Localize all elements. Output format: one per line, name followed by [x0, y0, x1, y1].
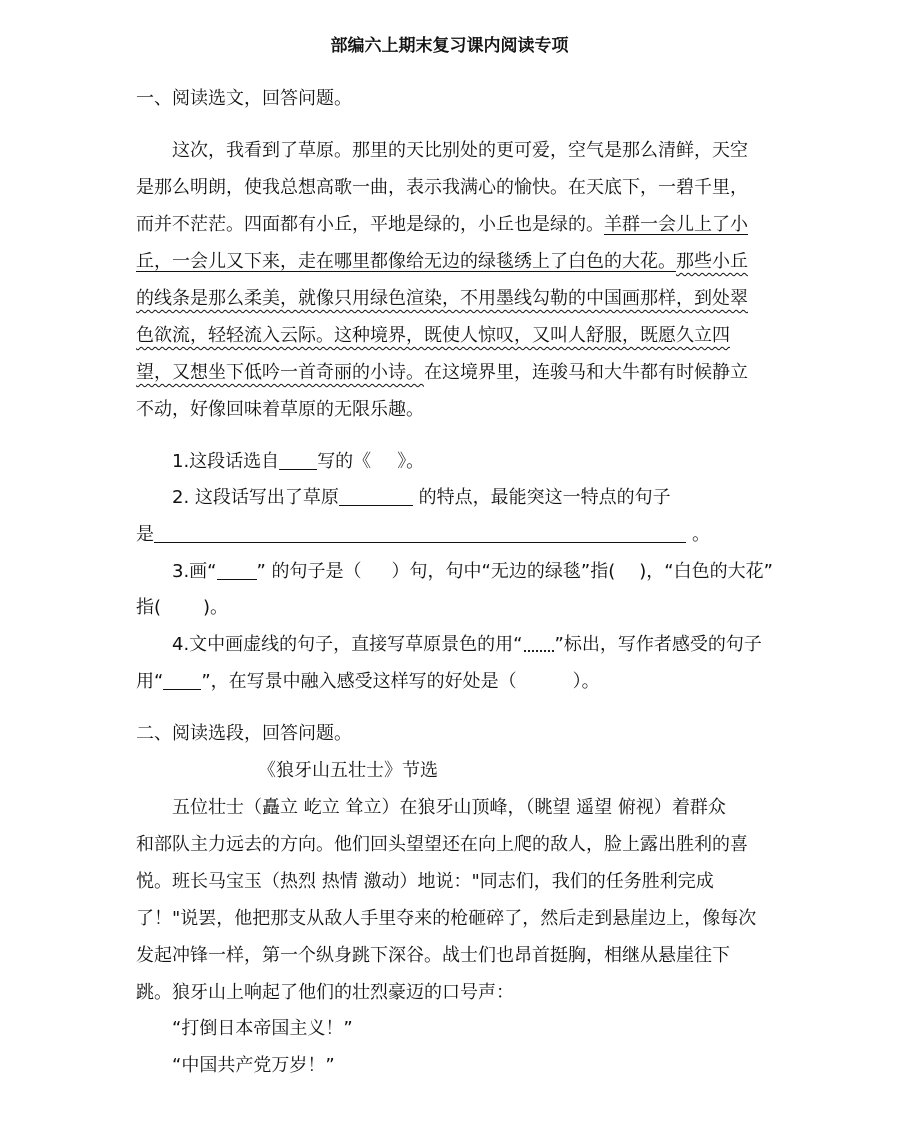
- underline-sample: [163, 671, 201, 690]
- passage2-line-3: 悦。班长马宝玉（热烈 热情 激动）地说："同志们，我们的任务胜利完成: [136, 871, 714, 892]
- passage1-line-7: 望，又想坐下低吟一首奇丽的小诗。在这境界里，连骏马和大牛都有时候静立: [136, 362, 748, 383]
- question-1: 1.这段话选自 写的《 》。: [172, 451, 425, 472]
- passage1-line-5: [136, 287, 748, 311]
- underline-sample: [217, 561, 257, 580]
- passage2-line-2: 和部队主力远去的方向。他们回头望望还在向上爬的敌人，脸上露出胜利的喜: [136, 834, 748, 855]
- section1-heading: 一、阅读选文，回答问题。: [136, 88, 352, 109]
- dotted-underlined-sentence: 色欲流，轻轻流入云际。这种境界，既使人惊叹，又叫人舒服，既愿久立四: [136, 325, 730, 346]
- page-title: 部编六上期末复习课内阅读专项: [330, 36, 569, 56]
- passage2-line-4: 了！"说罢，他把那支从敌人手里夺来的枪砸碎了，然后走到悬崖边上，像每次: [136, 908, 757, 929]
- answer-blank[interactable]: [154, 524, 686, 543]
- passage1-line-6: [136, 324, 730, 348]
- question-4: 4.文中画虚线的句子，直接写草原景色的用“ ”标出，写作者感受的句子: [172, 634, 762, 655]
- answer-blank[interactable]: [339, 487, 413, 506]
- passage1-line-1: 这次，我看到了草原。那里的天比别处的更可爱，空气是那么清鲜，天空: [172, 140, 748, 161]
- underlined-sentence: 丘，一会儿又下来，走在哪里都像给无边的绿毯绣上了白色的大花。: [136, 251, 676, 272]
- slogan-1: “打倒日本帝国主义！”: [172, 1018, 353, 1039]
- question-2-continued: 是 。: [136, 524, 710, 545]
- question-4-continued: 用“ ”，在写景中融入感受这样写的好处是（ ）。: [136, 671, 600, 692]
- answer-blank[interactable]: [279, 451, 317, 470]
- passage2-line-1: 五位壮士（矗立 屹立 耸立）在狼牙山顶峰，（眺望 遥望 俯视）着群众: [172, 797, 726, 818]
- question-3: 3.画“ ” 的句子是（ ）句，句中“无边的绿毯”指( )，“白色的大花”: [172, 561, 773, 582]
- passage1-line-2: 是那么明朗，使我总想高歌一曲，表示我满心的愉快。在天底下，一碧千里，: [136, 177, 748, 198]
- slogan-2: “中国共产党万岁！”: [172, 1055, 335, 1076]
- passage1-line-4: [136, 250, 748, 274]
- passage2-title: 《狼牙山五壮士》节选: [258, 760, 438, 781]
- question-2: 2. 这段话写出了草原 的特点，最能突这一特点的句子: [172, 487, 671, 508]
- dotted-underlined-sentence: 那些小丘: [676, 251, 748, 272]
- passage1-line-3: 而并不茫茫。四面都有小丘，平地是绿的，小丘也是绿的。羊群一会儿上了小: [136, 214, 748, 235]
- dotted-line-sample: [523, 635, 555, 653]
- passage2-line-5: 发起冲锋一样，第一个纵身跳下深谷。战士们也昂首挺胸，相继从悬崖往下: [136, 945, 730, 966]
- passage1-line-8: 不动，好像回味着草原的无限乐趣。: [136, 399, 424, 420]
- section2-heading: 二、阅读选段，回答问题。: [136, 723, 352, 744]
- dotted-underlined-sentence: 望，又想坐下低吟一首奇丽的小诗。: [136, 362, 424, 383]
- dotted-underlined-sentence: 的线条是那么柔美，就像只用绿色渲染，不用墨线勾勒的中国画那样，到处翠: [136, 288, 748, 309]
- question-3-continued: 指( )。: [136, 597, 229, 618]
- passage2-line-6: 跳。狼牙山上响起了他们的壮烈豪迈的口号声：: [136, 982, 514, 1003]
- underlined-sentence: 羊群一会儿上了小: [604, 214, 748, 235]
